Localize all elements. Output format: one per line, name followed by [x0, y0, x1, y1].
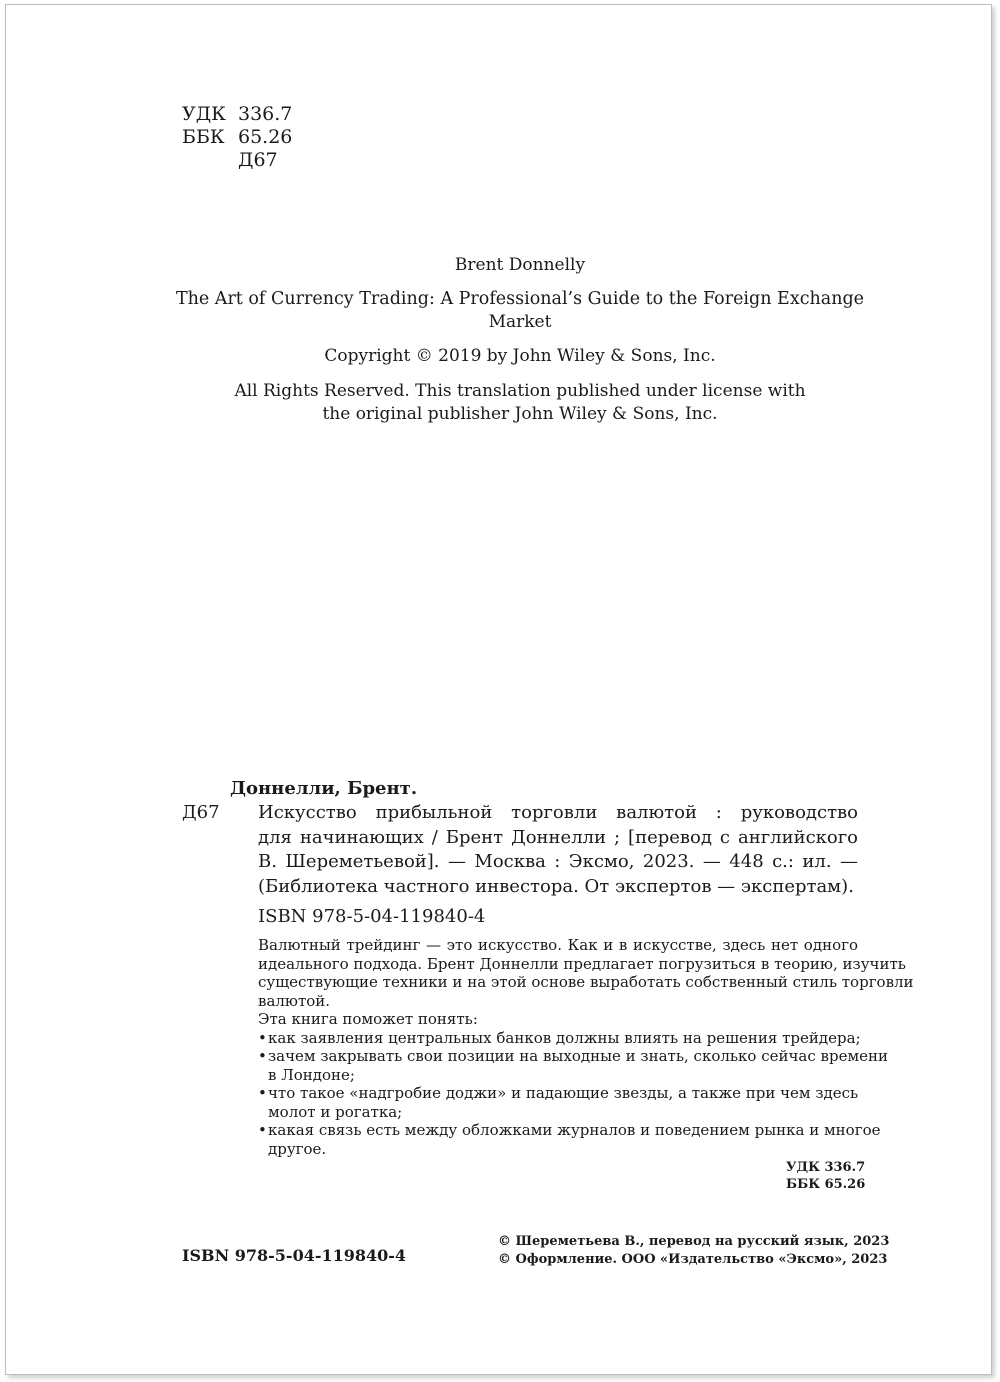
udk-value: 336.7 [238, 103, 293, 125]
bib-line-2: для начинающих / Брент Доннелли ; [перевод с английского [258, 826, 858, 848]
annotation-line-2: идеального подхода. Брент Доннелли предлагает погрузиться в теорию, изучить [258, 954, 906, 973]
footer-copyright [498, 1233, 889, 1268]
copyright-translation: © Шереметьева В., перевод на русский язык, 2023 [498, 1234, 890, 1249]
bullet-item-2 [258, 1047, 889, 1084]
bib-isbn: ISBN 978-5-04-119840-4 [258, 906, 486, 927]
bullet-4-line-1: какая связь есть между обложками журналов и поведением рынка и многое [268, 1121, 881, 1139]
bbk-label: ББК [182, 126, 225, 148]
bib-description [258, 801, 858, 899]
bullet-marker: • [258, 1028, 267, 1047]
footer-codes [786, 1159, 865, 1193]
bullet-2-line-1: зачем закрывать свои позиции на выходные и знать, сколько сейчас времени [268, 1047, 889, 1065]
bib-line-1: Искусство прибыльной торговли валютой : руководство [258, 802, 858, 823]
annotation-line-4: валютой. [258, 991, 331, 1010]
original-title-line1: The Art of Currency Trading: A Professional’s Guide to the Foreign Exchange [175, 289, 865, 309]
bullet-marker: • [258, 1047, 267, 1065]
bib-author-sign: Д67 [182, 802, 220, 823]
author-sign: Д67 [238, 149, 278, 171]
annotation-line-3: существующие техники и на этой основе выработать собственный стиль торговли [258, 973, 914, 991]
bib-author-heading: Доннелли, Брент. [230, 778, 418, 799]
footer-bbk: ББК 65.26 [786, 1177, 866, 1192]
annotation-paragraph [258, 936, 914, 1010]
bbk-value: 65.26 [238, 126, 293, 148]
annotation-line-1: Валютный трейдинг — это искусство. Как и в искусстве, здесь нет одного [258, 936, 858, 954]
bullet-item-3 [258, 1084, 858, 1121]
bullet-marker: • [258, 1121, 267, 1139]
bib-line-4: (Библиотека частного инвестора. От экспертов — экспертам). [258, 875, 854, 897]
footer-isbn: ISBN 978-5-04-119840-4 [182, 1246, 407, 1265]
original-title-line2: Market [488, 312, 552, 332]
udk-label: УДК [182, 103, 226, 125]
bullet-3-line-1: что такое «надгробие доджи» и падающие звезды, а также при чем здесь [268, 1084, 859, 1102]
rights-line1: All Rights Reserved. This translation published under license with [234, 381, 806, 401]
bbk-row [182, 126, 292, 149]
bullet-item-1 [258, 1028, 861, 1048]
bullet-1-line-1: как заявления центральных банков должны влиять на решения трейдера; [268, 1028, 861, 1047]
bullet-3-line-2: молот и рогатка; [268, 1102, 403, 1121]
udk-row [182, 103, 292, 126]
bullet-marker: • [258, 1084, 267, 1102]
rights-line2: the original publisher John Wiley & Sons, Inc. [322, 404, 718, 424]
bullet-2-line-2: в Лондоне; [268, 1065, 355, 1084]
footer-udk: УДК 336.7 [786, 1160, 866, 1175]
bib-line-3: В. Шереметьевой]. — Москва : Эксмо, 2023. — 448 с.: ил. — [258, 851, 858, 872]
annotation [258, 936, 914, 1158]
bullet-item-4 [258, 1121, 881, 1158]
copyright-design: © Оформление. ООО «Издательство «Эксмо», 2023 [498, 1251, 888, 1267]
original-author: Brent Donnelly [454, 255, 586, 275]
annotation-intro: Эта книга поможет понять: [258, 1010, 478, 1028]
bullet-4-line-2: другое. [268, 1139, 327, 1158]
original-copyright: Copyright © 2019 by John Wiley & Sons, Inc. [324, 346, 716, 366]
